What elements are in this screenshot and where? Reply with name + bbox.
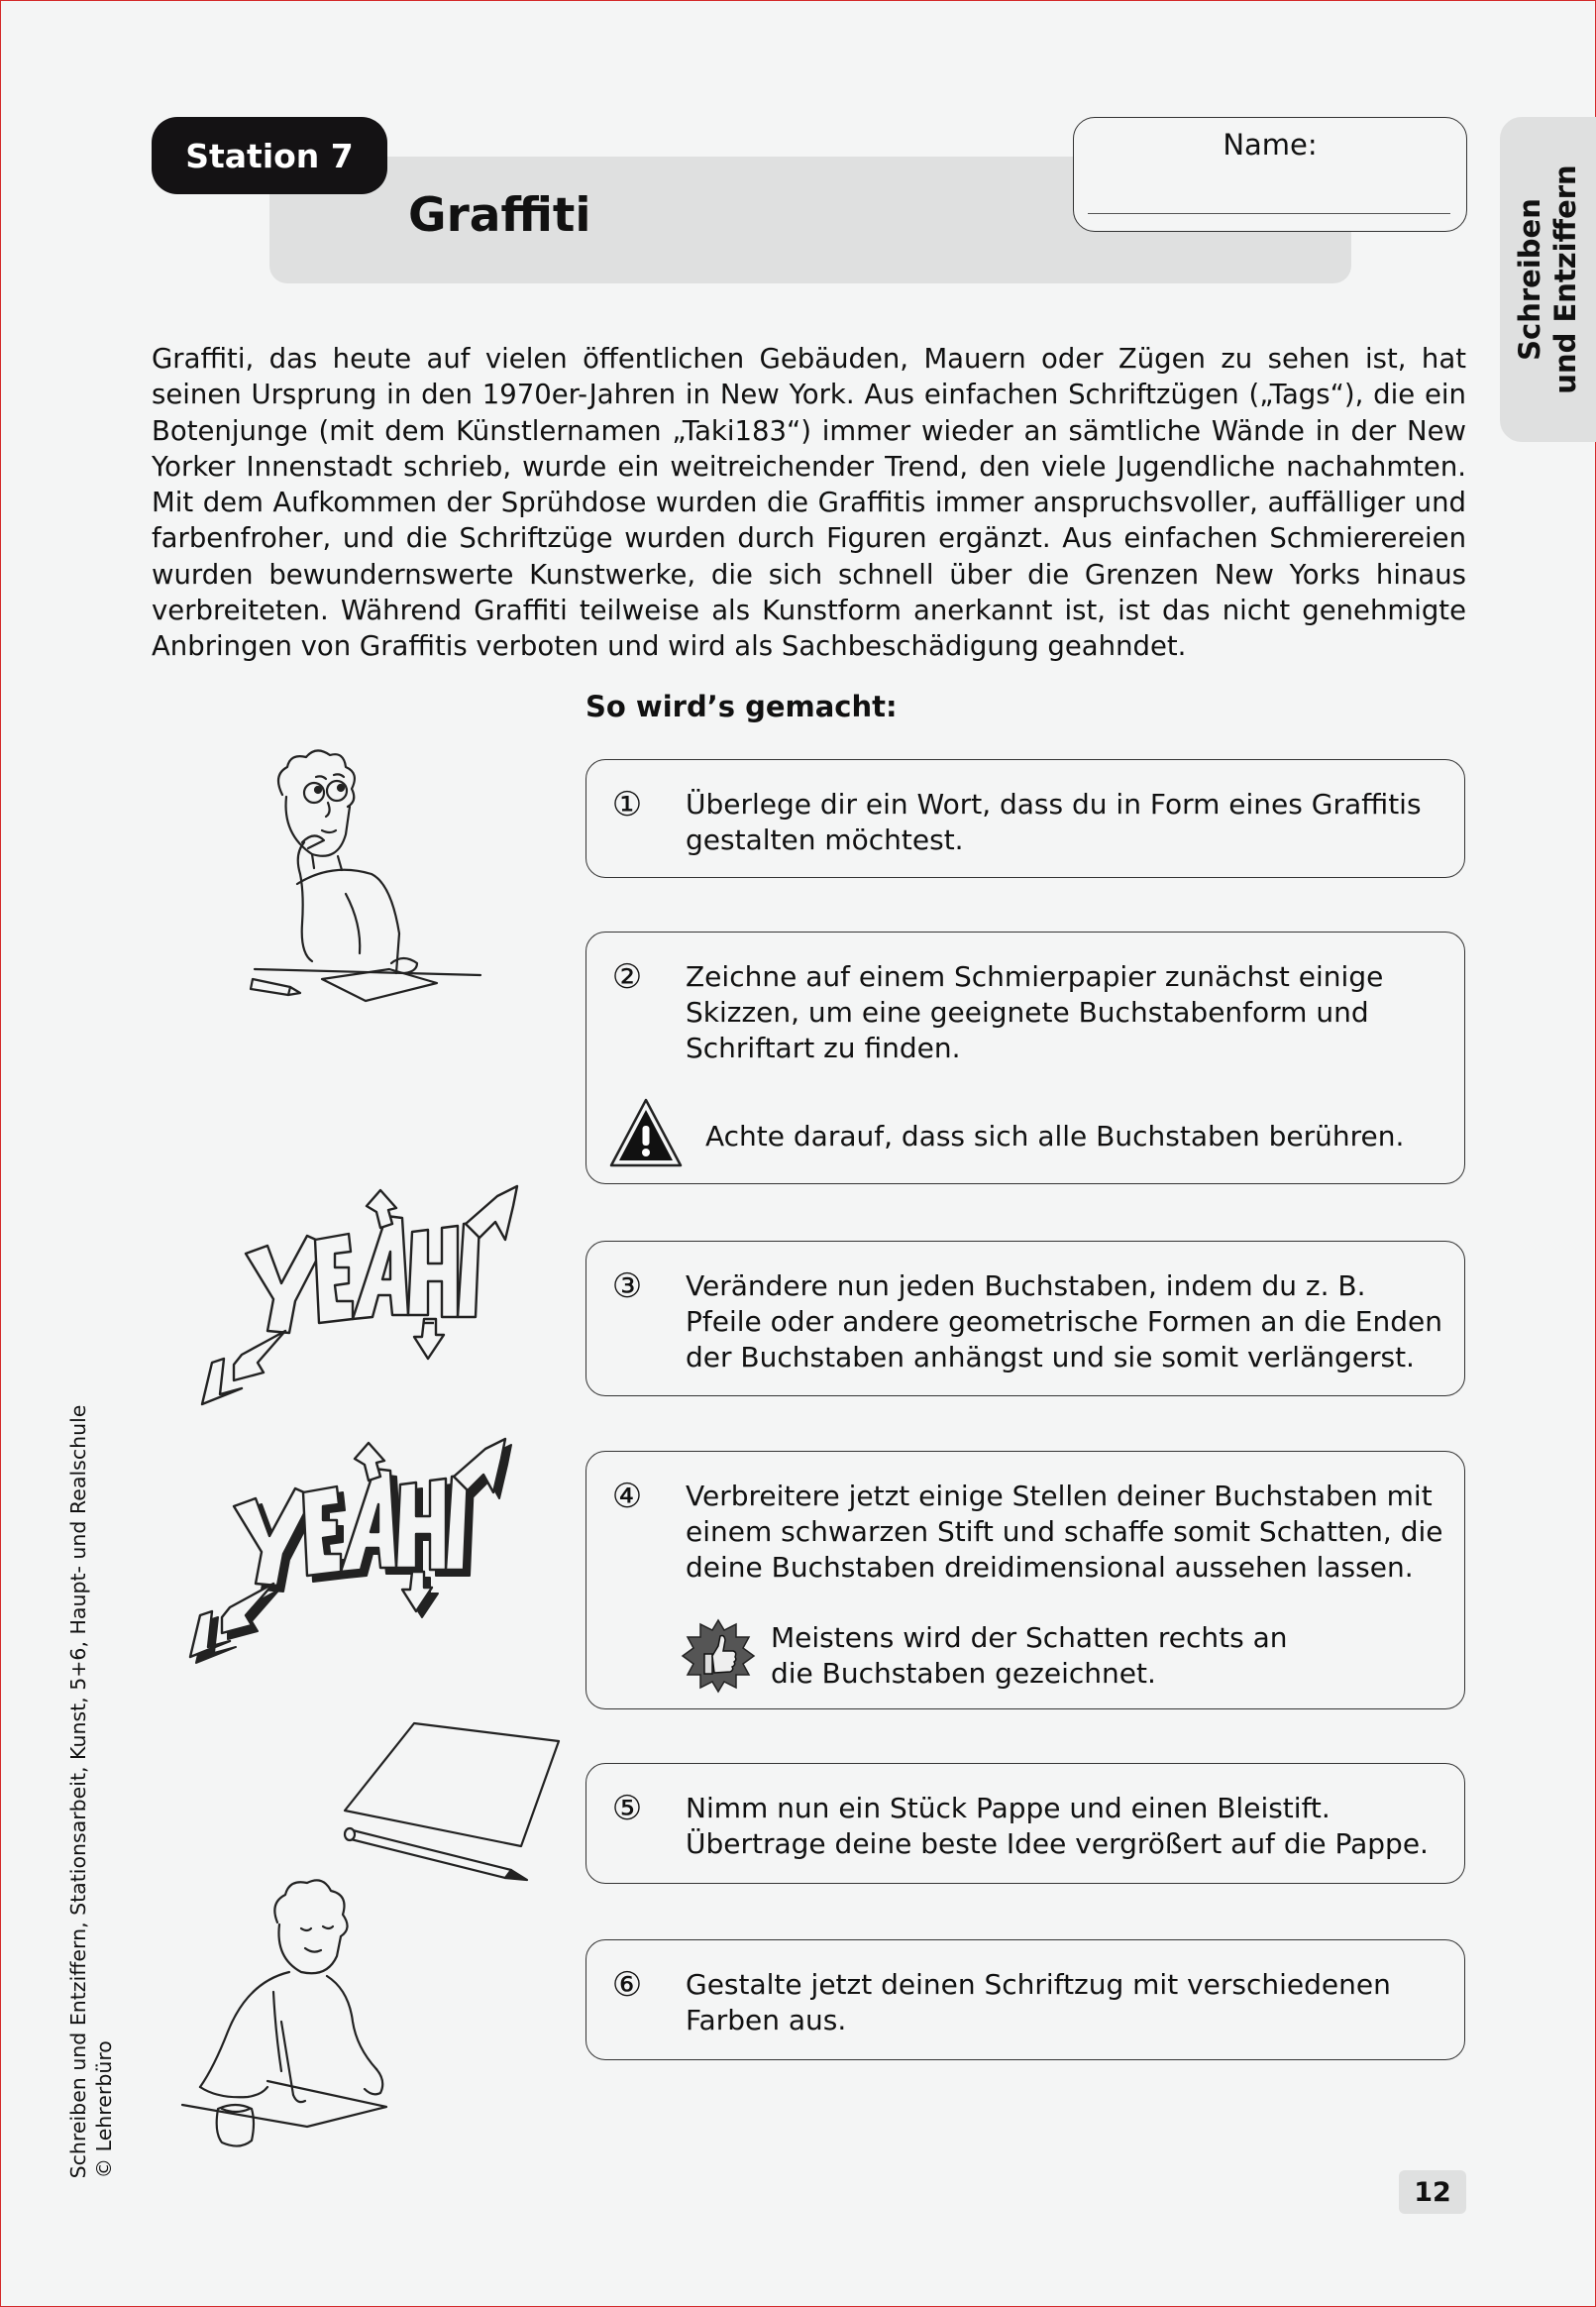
warning-icon	[608, 1096, 684, 1171]
step-text: Verändere nun jeden Buchstaben, indem du z. B. Pfeile oder andere geometrische Formen an die Enden der Buchstaben anhängst und sie somit verlängerst.	[686, 1269, 1442, 1373]
station-badge: Station 7	[152, 117, 387, 194]
graffiti-yeah-shadow-illustration	[186, 1437, 513, 1665]
step-number: ①	[611, 785, 643, 824]
side-tab-label: Schreiben und Entziffern	[1513, 165, 1582, 394]
thumbs-up-icon	[681, 1618, 756, 1694]
graffiti-yeah-arrows-illustration	[198, 1184, 525, 1412]
thinking-boy-illustration	[243, 745, 490, 1003]
name-field[interactable]	[1073, 117, 1467, 232]
instructions-heading: So wird’s gemacht:	[585, 690, 898, 723]
step-2-box	[585, 932, 1465, 1184]
page-title: Graffiti	[408, 188, 591, 243]
tip-note: Meistens wird der Schatten rechts an die Buchstaben gezeichnet.	[771, 1621, 1288, 1690]
step-3-box	[585, 1241, 1465, 1396]
step-6-box	[585, 1939, 1465, 2060]
cardboard-pencil-illustration	[337, 1719, 570, 1893]
name-label: Name:	[1223, 128, 1318, 162]
step-number: ⑤	[611, 1789, 643, 1828]
intro-paragraph: Graffiti, das heute auf vielen öffentlichen Gebäuden, Mauern oder Zügen zu sehen ist, hat seinen Ursprung in den 1970er-Jahren in New York. Aus einfachen Schriftzügen („Tags“), die ein Botenjunge (mit dem Künstlernamen „Taki183“) immer wieder an sämtliche Wände in der New Yorker Innenstadt schrieb, wurde ein weitreichender Trend, den viele Jugendliche nachahmten. Mit dem Aufkommen der Sprühdose wurden die Graffitis immer anspruchsvoller, auffälliger und farbenfroher, und die Schriftzüge wurden durch Figuren ergänzt. Aus einfachen Schmierereien wurden bewundernswerte Kunstwerke, die sich schnell über die Grenzen New Yorks hinaus verbreiteten. Während Graffiti teilweise als Kunstform anerkannt ist, ist das nicht genehmigte Anbringen von Graffitis verboten und wird als Sachbeschädigung geahndet.	[152, 343, 1466, 663]
step-number: ②	[611, 957, 643, 997]
step-4-box	[585, 1451, 1465, 1709]
side-tab	[1500, 117, 1596, 442]
painting-boy-illustration	[178, 1873, 406, 2155]
copyright-credits: Schreiben und Entziffern, Stationsarbeit, Kunst, 5+6, Haupt- und Realschule © Lehrerbüro	[66, 1404, 116, 2179]
step-number: ③	[611, 1266, 643, 1306]
step-1-box	[585, 759, 1465, 878]
step-5-box	[585, 1763, 1465, 1884]
warning-note: Achte darauf, dass sich alle Buchstaben berühren.	[705, 1120, 1405, 1153]
page-number: 12	[1399, 2170, 1466, 2214]
step-text: Zeichne auf einem Schmierpapier zunächst einige Skizzen, um eine geeignete Buchstabenform und Schriftart zu finden.	[686, 960, 1384, 1064]
step-text: Verbreitere jetzt einige Stellen deiner Buchstaben mit einem schwarzen Stift und schaffe somit Schatten, die deine Buchstaben dreidimensional aussehen lassen.	[686, 1480, 1443, 1584]
step-text: Nimm nun ein Stück Pappe und einen Bleistift. Übertrage deine beste Idee vergrößert auf die Pappe.	[686, 1792, 1429, 1860]
step-number: ⑥	[611, 1965, 643, 2005]
step-number: ④	[611, 1477, 643, 1516]
step-text: Gestalte jetzt deinen Schriftzug mit verschiedenen Farben aus.	[686, 1968, 1391, 2036]
step-text: Überlege dir ein Wort, dass du in Form eines Graffitis gestalten möchtest.	[686, 788, 1422, 856]
graffiti-word: YEAH	[198, 1184, 201, 1185]
name-line	[1088, 213, 1450, 214]
